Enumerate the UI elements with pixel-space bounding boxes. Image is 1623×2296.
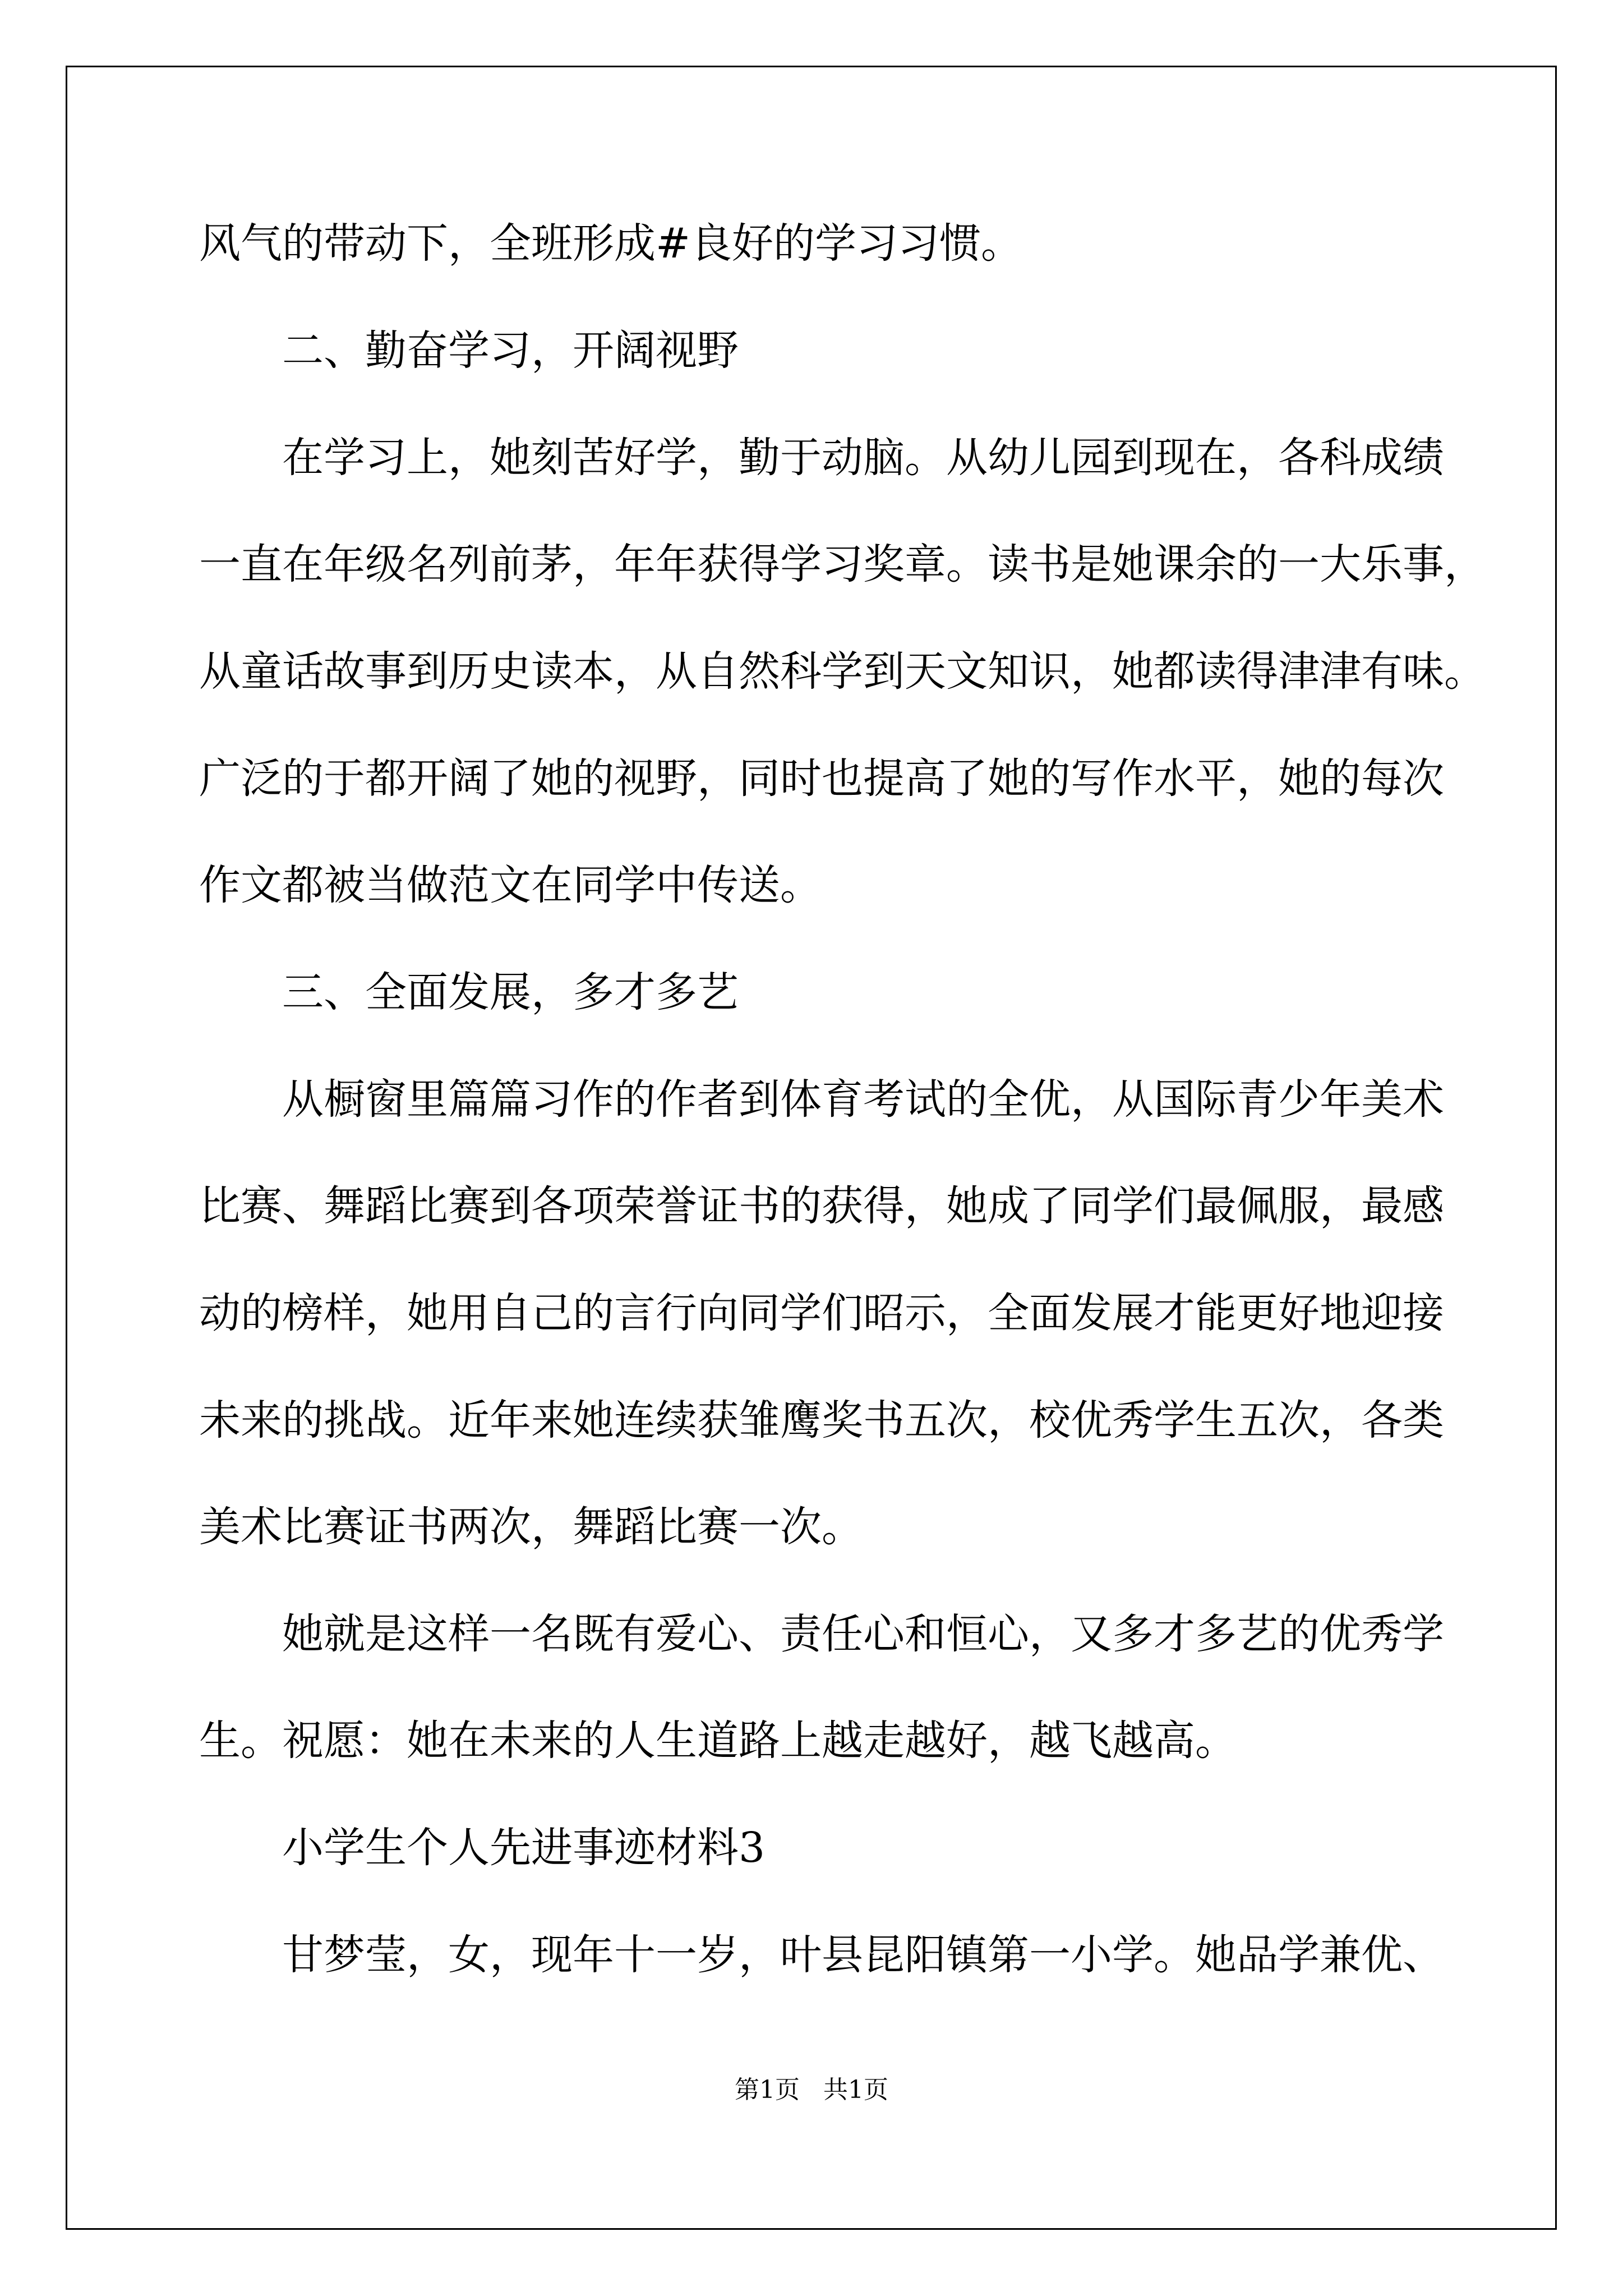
text-line: 广泛的于都开阔了她的视野，同时也提高了她的写作水平，她的每次 [199, 754, 1444, 803]
page-total: 共1页 [823, 2076, 888, 2104]
text-line: 一直在年级名列前茅，年年获得学习奖章。读书是她课余的一大乐事， [199, 540, 1486, 588]
text-line: 她就是这样一名既有爱心、责任心和恒心，又多才多艺的优秀学 [199, 1610, 1444, 1658]
section-heading: 三、全面发展，多才多艺 [199, 968, 739, 1016]
text-line: 风气的带动下，全班形成#良好的学习习惯。 [199, 219, 1023, 268]
page-number: 第1页 [735, 2076, 800, 2104]
text-line: 未来的挑战。近年来她连续获雏鹰奖书五次，校优秀学生五次，各类 [199, 1396, 1444, 1444]
page-border [66, 66, 1557, 2230]
text-line: 从童话故事到历史读本，从自然科学到天文知识，她都读得津津有味。 [199, 647, 1486, 696]
page-footer [0, 2078, 1623, 2102]
text-line: 从橱窗里篇篇习作的作者到体育考试的全优，从国际青少年美术 [199, 1075, 1444, 1124]
text-line: 生。祝愿：她在未来的人生道路上越走越好，越飞越高。 [199, 1717, 1237, 1765]
text-line: 在学习上，她刻苦好学，勤于动脑。从幼儿园到现在，各科成绩 [199, 434, 1444, 482]
text-line: 作文都被当做范文在同学中传送。 [199, 861, 822, 909]
section-heading: 二、勤奋学习，开阔视野 [199, 326, 739, 375]
text-line: 美术比赛证书两次，舞蹈比赛一次。 [199, 1503, 863, 1551]
section-heading: 小学生个人先进事迹材料3 [199, 1824, 766, 1872]
text-line: 动的榜样，她用自己的言行向同学们昭示，全面发展才能更好地迎接 [199, 1289, 1444, 1337]
text-line: 甘梦莹，女，现年十一岁，叶县昆阳镇第一小学。她品学兼优、 [199, 1931, 1444, 1979]
text-line: 比赛、舞蹈比赛到各项荣誉证书的获得，她成了同学们最佩服，最感 [199, 1182, 1444, 1230]
